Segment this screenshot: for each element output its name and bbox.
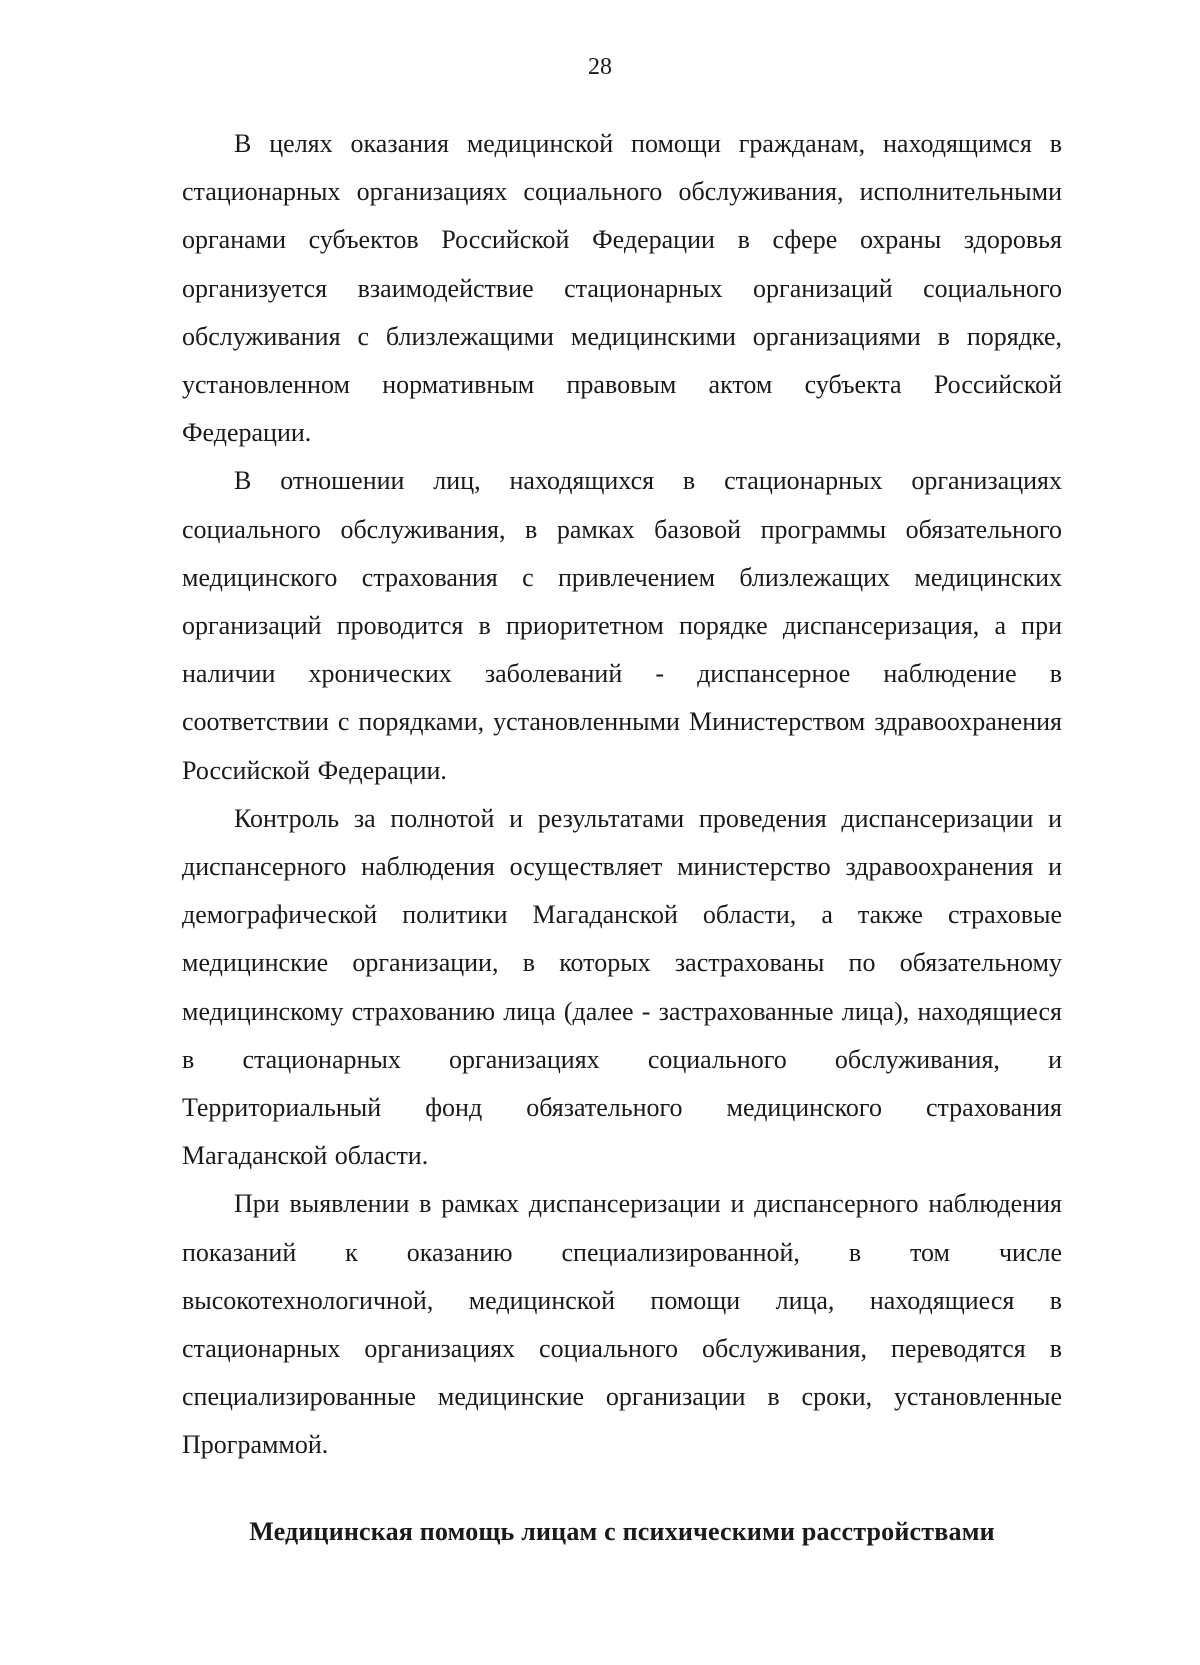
- page-number: 28: [588, 54, 612, 80]
- section-heading: Медицинская помощь лицам с психическими расстройствами: [249, 1516, 995, 1546]
- document-body: [182, 120, 1062, 1552]
- paragraph-social-institutions-care: В целях оказания медицинской помощи гражданам, находящимся в стационарных организациях социального обслуживания, исполнительными органами субъектов Российской Федерации в сфере охраны здоровья организуется взаимодействие стационарных организаций социального обслуживания с близлежащими медицинскими организациями в порядке, установленном нормативным правовым актом субъекта Российской Федерации.: [182, 129, 1062, 448]
- paragraph-specialized-transfer: При выявлении в рамках диспансеризации и диспансерного наблюдения показаний к оказанию специализированной, в том числе высокотехнологичной, медицинской помощи лица, находящиеся в стационарных организациях социального обслуживания, переводятся в специализированные медицинские организации в сроки, установленные Программой.: [182, 1189, 1062, 1460]
- paragraph-dispensary-examination: В отношении лиц, находящихся в стационарных организациях социального обслуживания, в рамках базовой программы обязательного медицинского страхования с привлечением близлежащих медицинских организаций проводится в приоритетном порядке диспансеризация, а при наличии хронических заболеваний - диспансерное наблюдение в соответствии с порядками, установленными Министерством здравоохранения Российской Федерации.: [182, 466, 1062, 785]
- paragraph-control-oversight: Контроль за полнотой и результатами проведения диспансеризации и диспансерного наблюдения осуществляет министерство здравоохранения и демографической политики Магаданской области, а также страховые медицинские организации, в которых застрахованы по обязательному медицинскому страхованию лица (далее - застрахованные лица), находящиеся в стационарных организациях социального обслуживания, и Территориальный фонд обязательного медицинского страхования Магаданской области.: [182, 803, 1062, 1171]
